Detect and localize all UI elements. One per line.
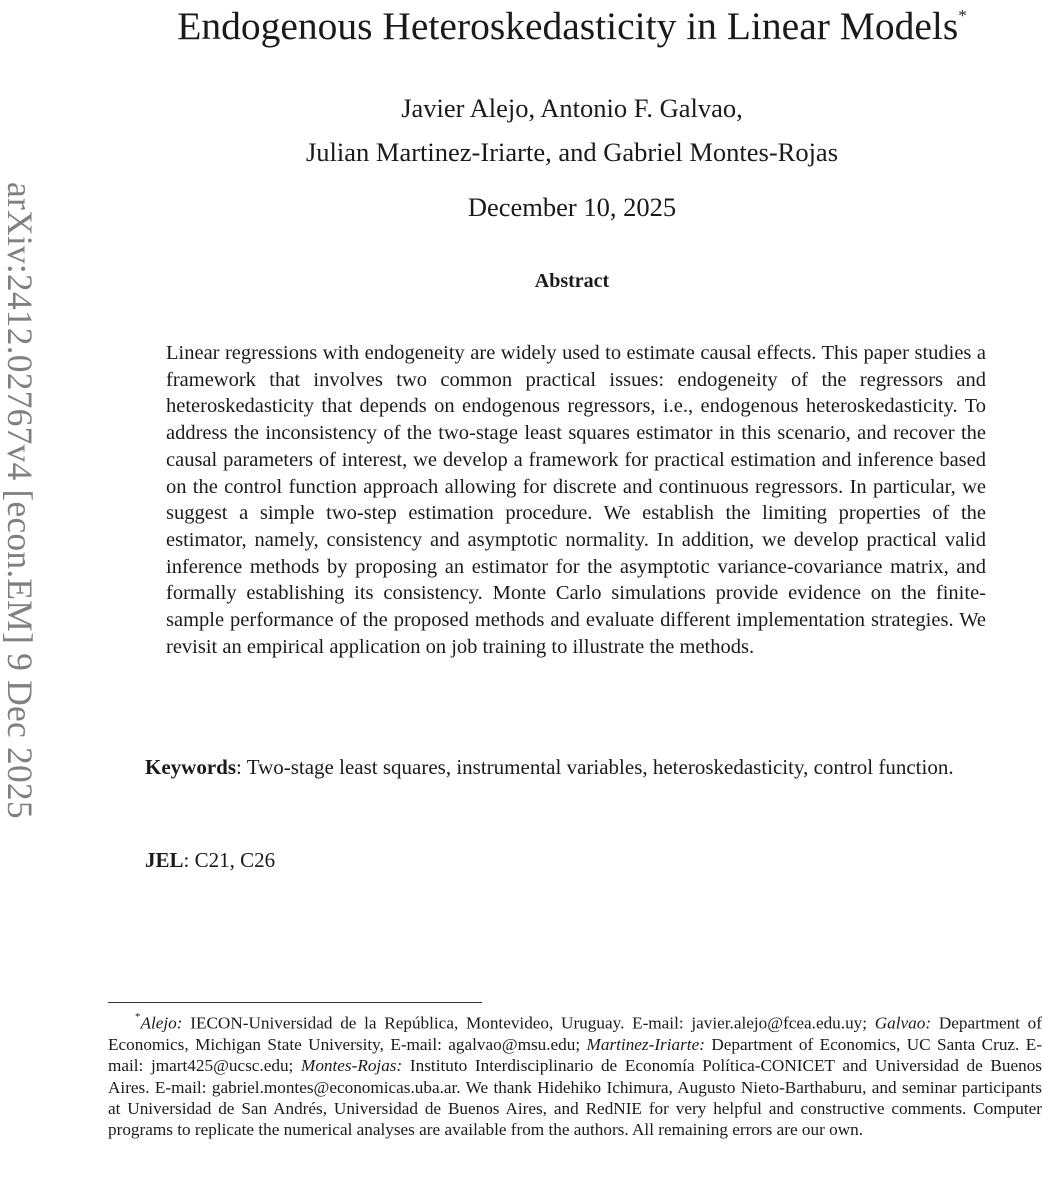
keywords-label: Keywords [145,755,236,779]
arxiv-identifier: arXiv:2412.02767v4 [econ.EM] 9 Dec 2025 [0,182,40,819]
publication-date: December 10, 2025 [467,192,677,222]
footnote-martinez-text: Department of Economics, UC Santa Cruz. E-mail: jmart425@ucsc.edu; [108,1035,1042,1076]
author-list [100,86,1044,174]
arxiv-stamp [0,182,40,912]
footnote-marker: * [135,1011,141,1023]
paper-title [100,0,1044,49]
title-footnote-marker: * [958,6,967,25]
footnote-galvao-label: Galvao: [874,1013,932,1033]
keywords-paragraph [108,750,1042,784]
author-line-1: Javier Alejo, Antonio F. Galvao, [401,93,743,123]
jel-text: : C21, C26 [183,848,276,872]
footnote-montes-text: Instituto Interdisciplinario de Economía Política-CONICET and Universidad de Buenos Aires. E-mail: gabriel.montes@economicas.uba.ar. We thank Hidehiko Ichimura, Augusto Nieto-Barthaburu, and seminar participants at Universidad de San Andrés, Universidad de Buenos Aires, and RedNIE for very helpful and constructive comments. Computer programs to replicate the numerical analyses are available from the authors. All remaining errors are our own. [108,1056,1042,1140]
author-line-2: Julian Martinez-Iriarte, and Gabriel Montes-Rojas [305,137,839,167]
footnote-martinez-label: Martinez-Iriarte: [586,1035,705,1055]
footnote-rule [108,1002,482,1003]
keywords-text: : Two-stage least squares, instrumental variables, heteroskedasticity, control function. [236,755,954,779]
abstract-body: Linear regressions with endogeneity are widely used to estimate causal effects. This paper studies a framework that involves two common practical issues: endogeneity of the regressors and heteroskedasticity that depends on endogenous regressors, i.e., endogenous heteroskedasticity. To address the inconsistency of the two-stage least squares estimator in this scenario, and recover the causal parameters of interest, we develop a framework for practical estimation and inference based on the control function approach allowing for discrete and continuous regressors. In particular, we suggest a simple two-step estimation procedure. We establish the limiting properties of the estimator, namely, consistency and asymptotic normality. In addition, we develop practical valid inference methods by proposing an estimator for the asymptotic variance-covariance matrix, and formally establishing its consistency. Monte Carlo simulations provide evidence on the finite-sample performance of the proposed methods and evaluate different implementation strategies. We revisit an empirical application on job training to illustrate the methods. [166,342,986,658]
jel-label: JEL [145,848,184,872]
footnote-montes-label: Montes-Rojas: [301,1056,403,1076]
footnote-alejo-label: Alejo: [140,1013,183,1033]
paper-title-text: Endogenous Heteroskedasticity in Linear Models [177,4,959,49]
footnote-galvao-text: Department of Economics, Michigan State University, E-mail: agalvao@msu.edu; [108,1013,1042,1055]
footnote [108,1009,1042,1141]
jel-paragraph [145,843,275,877]
footnote-alejo-text: IECON-Universidad de la República, Montevideo, Uruguay. E-mail: javier.alejo@fcea.edu.uy; [182,1013,875,1033]
abstract-heading: Abstract [534,270,610,292]
